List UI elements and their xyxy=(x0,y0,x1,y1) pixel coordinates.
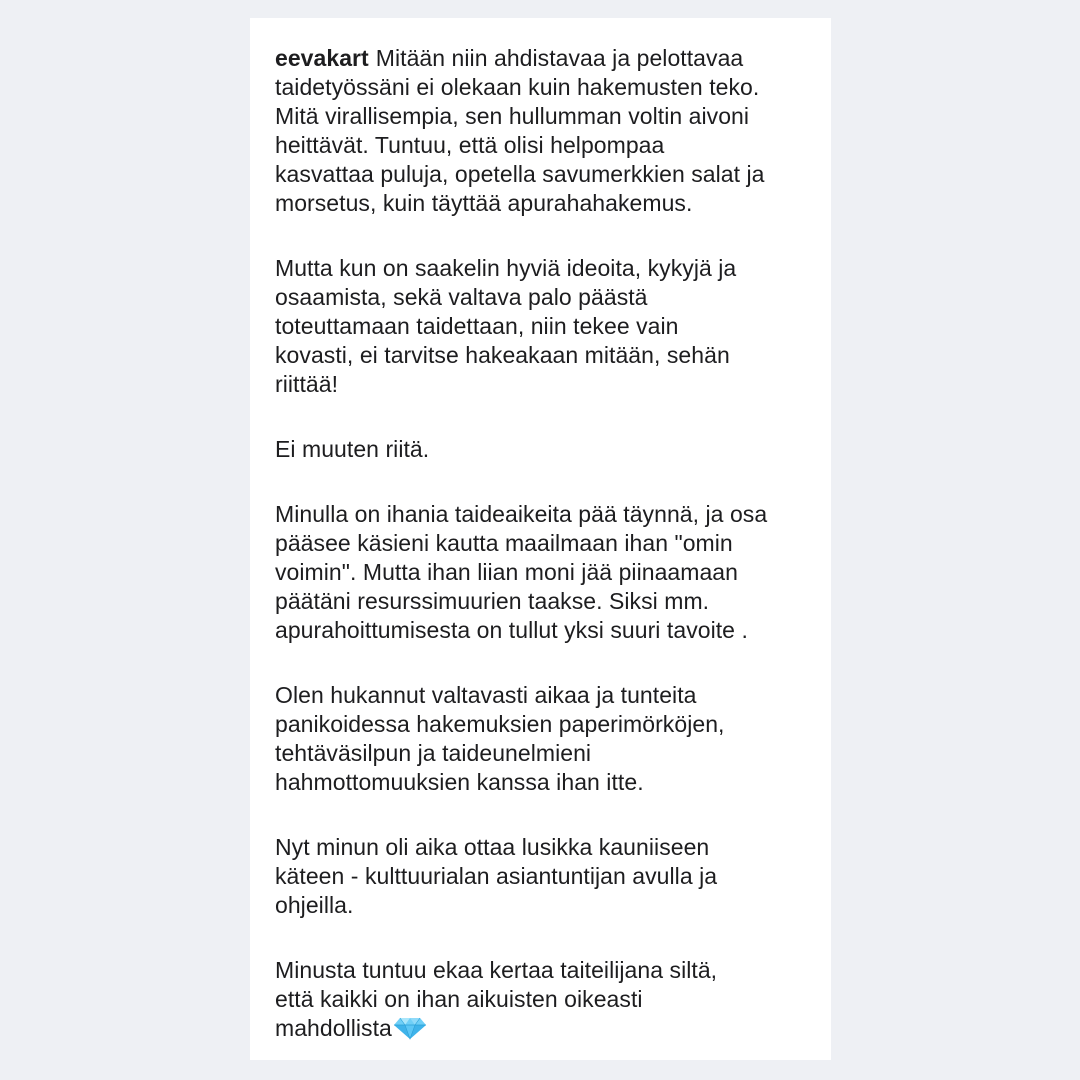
caption-paragraph-3: Ei muuten riitä. xyxy=(275,436,430,462)
post-caption-card xyxy=(250,18,831,1060)
caption-text xyxy=(275,44,809,1043)
caption-paragraph-7 xyxy=(275,956,809,1043)
caption-paragraph-1-text: Mitään niin ahdistavaa ja pelottavaa taidetyössäni ei olekaan kuin hakemusten teko. Mitä virallisempia, sen hullumman voltin aivoni heittävät. Tuntuu, että olisi helpompaa kasvattaa puluja, opetella savumerkkien salat ja morsetus, kuin täyttää apurahahakemus. xyxy=(275,45,765,216)
caption-paragraph-6: Nyt minun oli aika ottaa lusikka kauniiseen käteen - kulttuurialan asiantuntijan avulla ja ohjeilla. xyxy=(275,834,718,918)
gem-icon xyxy=(393,1016,427,1040)
caption-paragraph-1 xyxy=(275,44,809,218)
caption-paragraph-7-text: Minusta tuntuu ekaa kertaa taiteilijana siltä, että kaikki on ihan aikuisten oikeasti mahdollista xyxy=(275,957,718,1041)
caption-paragraph-5: Olen hukannut valtavasti aikaa ja tunteita panikoidessa hakemuksien paperimörköjen, tehtäväsilpun ja taideunelmieni hahmottomuuksien kanssa ihan itte. xyxy=(275,682,725,795)
username-link[interactable]: eevakart xyxy=(275,45,369,71)
caption-paragraph-4: Minulla on ihania taideaikeita pää täynnä, ja osa pääsee käsieni kautta maailmaan ihan "omin voimin". Mutta ihan liian moni jää piinaamaan päätäni resurssimuurien taakse. Siksi mm. apurahoittumisesta on tullut yksi suuri tavoite . xyxy=(275,501,768,643)
caption-paragraph-2: Mutta kun on saakelin hyviä ideoita, kykyjä ja osaamista, sekä valtava palo päästä toteuttamaan taidettaan, niin tekee vain kovasti, ei tarvitse hakeakaan mitään, sehän riittää! xyxy=(275,255,737,397)
